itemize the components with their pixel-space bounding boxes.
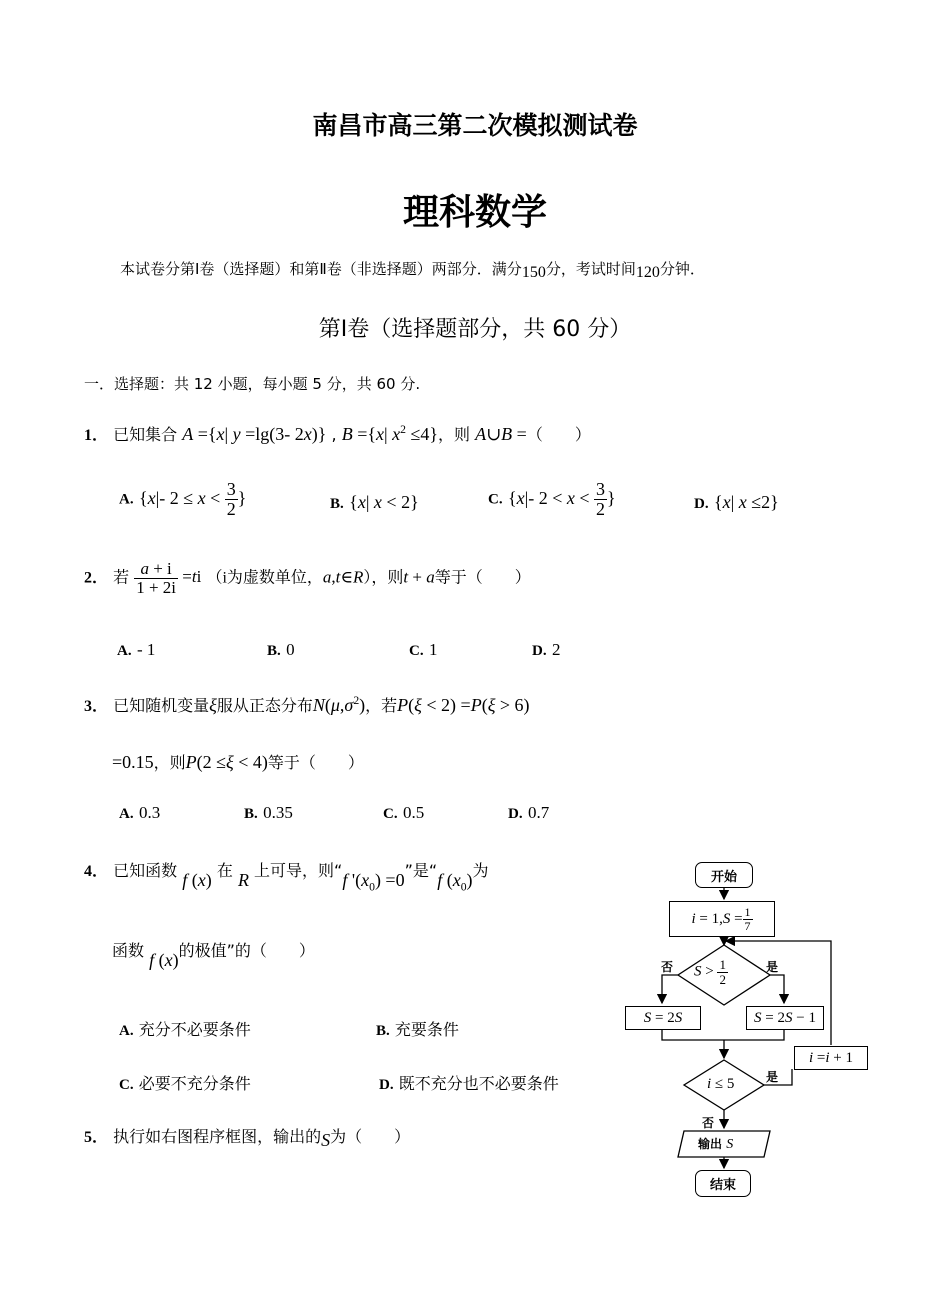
question-1-option-b[interactable]: B. {x| x < 2} xyxy=(330,492,419,512)
question-3-option-b[interactable]: B. 0.35 xyxy=(244,803,293,822)
exam-intro: 本试卷分第Ⅰ卷（选择题）和第Ⅱ卷（非选择题）两部分．满分150分，考试时间120分钟． xyxy=(120,260,705,281)
question-2-option-c[interactable]: C. 1 xyxy=(409,640,438,659)
question-4-stem-line2: 函数 f (x)的极值”的（ ） xyxy=(112,941,315,970)
flowchart-no-2: 否 xyxy=(702,1116,715,1130)
question-1-stem: 1． 已知集合 A ={x| y =lg(3- 2x)} , B ={x| $x^2 \le 4$}，则 A∪B =（ ） xyxy=(84,423,591,444)
flowchart-start: 开始 xyxy=(695,862,753,888)
flowchart-s-double: S = 2 S xyxy=(625,1006,701,1030)
flowchart-end: 结束 xyxy=(695,1170,751,1197)
flowchart-s-double-minus: S = 2 S − 1 xyxy=(746,1006,824,1030)
section-title: 第Ⅰ卷（选择题部分，共 60 分） xyxy=(318,317,632,342)
question-4-option-a[interactable]: A. 充分不必要条件 xyxy=(119,1020,251,1039)
question-3-option-a[interactable]: A. 0.3 xyxy=(119,803,161,822)
question-2-stem: 2． 若 $\frac{a + i}{1 + 2i}$ =ti （i为虚数单位，a,t∈R），则t + a等于（ ） xyxy=(84,559,531,597)
question-3-stem-line2: =0.15，则P(2 ≤ξ < 4)等于（ ） xyxy=(112,752,364,772)
flowchart-yes-1: 是 xyxy=(766,960,779,974)
question-2-option-a[interactable]: A. - 1 xyxy=(117,640,156,659)
question-4-option-d[interactable]: D. 既不充分也不必要条件 xyxy=(379,1074,559,1093)
question-3-option-c[interactable]: C. 0.5 xyxy=(383,803,425,822)
flowchart-yes-2: 是 xyxy=(766,1070,779,1084)
subject-title: 理科数学 xyxy=(402,192,547,233)
question-5-stem: 5． 执行如右图程序框图，输出的S为（ ） xyxy=(84,1127,411,1150)
flowchart-increment: i = i + 1 xyxy=(794,1046,868,1070)
question-4-option-c[interactable]: C. 必要不充分条件 xyxy=(119,1074,251,1093)
question-3-stem: 3． 已知随机变量ξ服从正态分布$N(\mu,\sigma^2)$，若P(ξ < 2) =P(ξ > 6) xyxy=(84,694,530,715)
question-2-option-b[interactable]: B. 0 xyxy=(267,640,295,659)
flowchart-condition-2: i ≤ 5 xyxy=(707,1076,735,1092)
question-1-option-d[interactable]: D. {x| x ≤2} xyxy=(694,492,779,512)
exam-title: 南昌市高三第二次模拟测试卷 xyxy=(312,111,638,140)
flowchart-output: 输出 S xyxy=(698,1137,734,1152)
question-4-stem: 4． 已知函数 f (x) 在 R 上可导，则“f '$(x_0) =0$”是“f $(x_0)$为 xyxy=(84,861,489,894)
question-2-option-d[interactable]: D. 2 xyxy=(532,640,561,659)
flowchart-init: i = 1, S = $\frac{1}{7}$ xyxy=(669,901,775,937)
section-instruction: 一．选择题：共 12 小题，每小题 5 分，共 60 分. xyxy=(84,375,421,393)
flowchart-no-1: 否 xyxy=(661,960,674,974)
question-4-option-b[interactable]: B. 充要条件 xyxy=(376,1020,459,1039)
question-1-option-a[interactable]: A. {x|- 2 ≤ x < $\frac{3}{2}$ } xyxy=(119,479,247,519)
question-1-option-c[interactable]: C. {x|- 2 < x < $\frac{3}{2}$ } xyxy=(488,479,616,519)
question-3-option-d[interactable]: D. 0.7 xyxy=(508,803,550,822)
flowchart-condition-1: S > $\frac{1}{2}$ xyxy=(694,957,726,987)
